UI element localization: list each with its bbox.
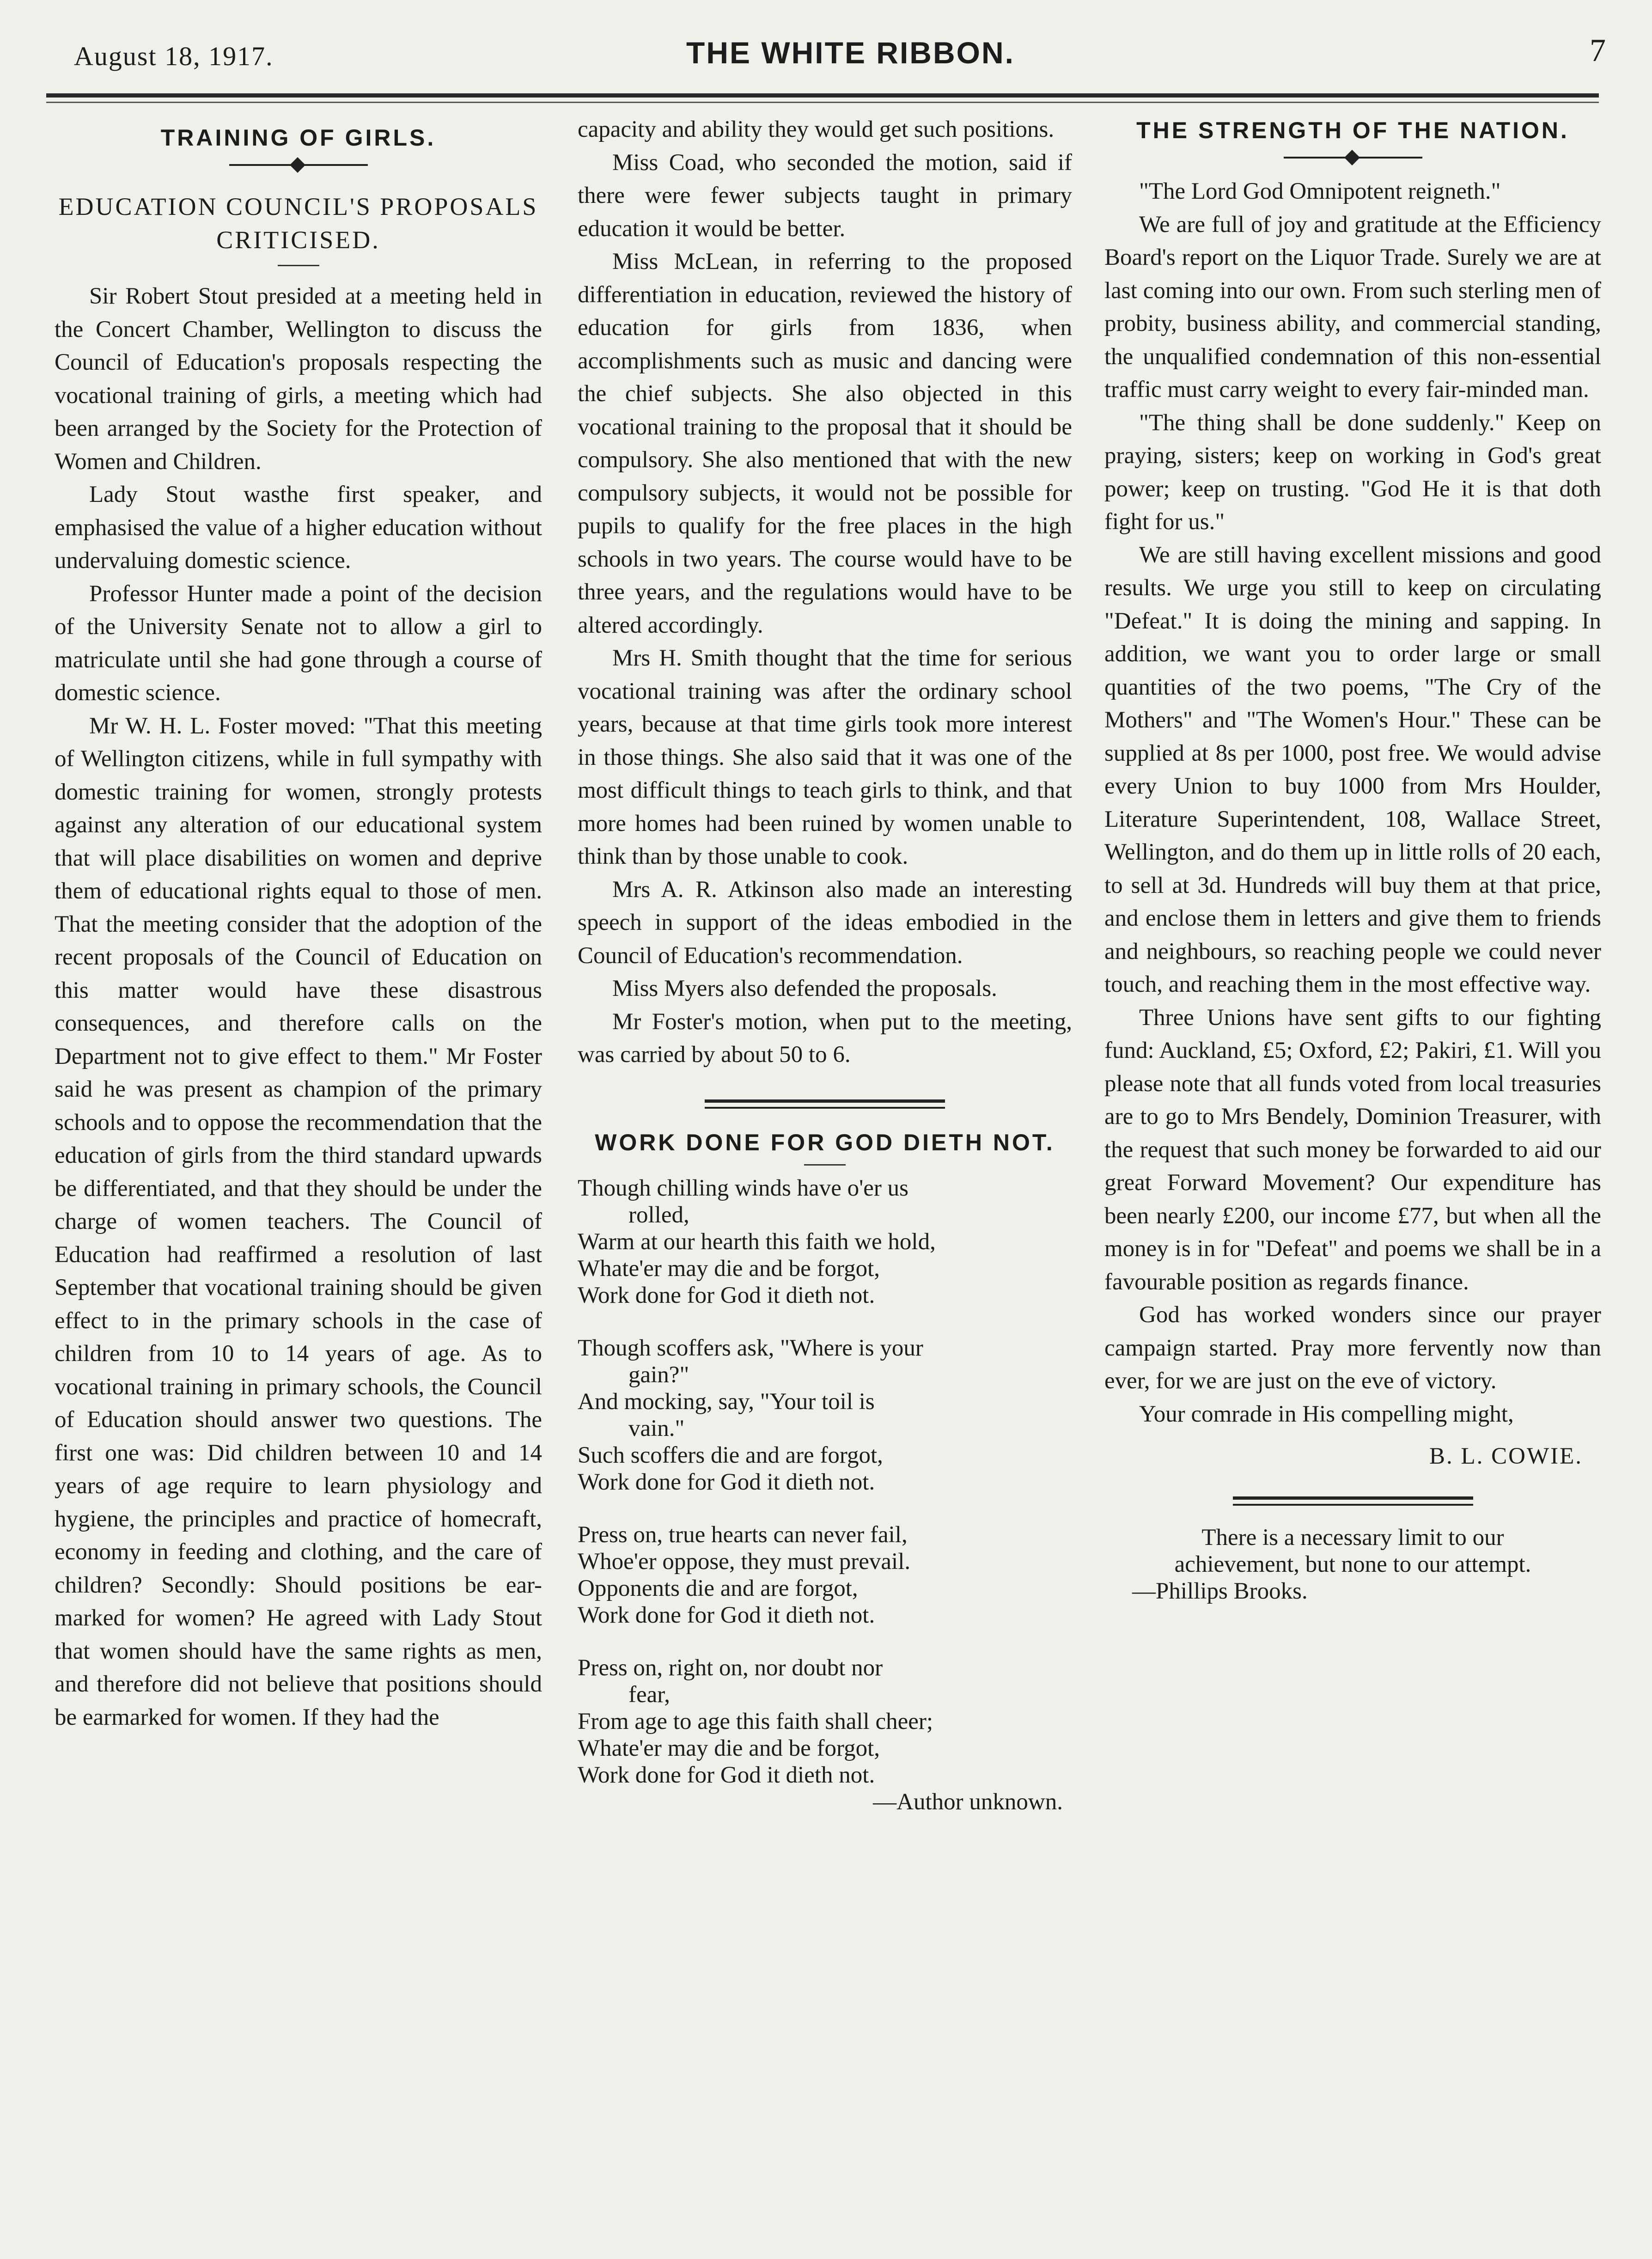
page-number: 7 [1590, 33, 1606, 68]
poem-line: Work done for God it dieth not. [578, 1282, 875, 1308]
poem-line: And mocking, say, "Your toil is [578, 1388, 875, 1415]
issue-date: August 18, 1917. [74, 41, 274, 71]
short-divider [278, 265, 319, 266]
poem-line: Such scoffers die and are forgot, [578, 1442, 883, 1468]
poem-line: Opponents die and are forgot, [578, 1575, 858, 1601]
paragraph: Your comrade in His compelling might, [1139, 1401, 1514, 1427]
paragraph: Lady Stout wasthe first speaker, and emphasised the value of a higher education without undervaluing domestic science. [55, 482, 542, 574]
ornament-rule [229, 156, 368, 174]
paragraph: Three Unions have sent gifts to our fighting fund: Auckland, £5; Oxford, £2; Pakiri, £1. Will you please note that all funds voted from local treasuries are to go to Mrs Bendely, Dominion Treasurer, with the request that such money be forwarded to aid our great Forward Movement? Our expenditure has been nearly £200, our income £77, but when all the money is in for "Defeat" and poems we shall be in a favourable position as regards finance. [1104, 1004, 1601, 1295]
paragraph: Miss Coad, who seconded the motion, said if there were fewer subjects taught in primary education it would be better. [578, 149, 1072, 242]
poem-line: Work done for God it dieth not. [578, 1602, 875, 1628]
poem-stanza [578, 1655, 1072, 1789]
poem [578, 1175, 1072, 1815]
column-strength-of-nation [1104, 113, 1601, 1605]
paragraph: capacity and ability they would get such positions. [578, 116, 1055, 142]
poem-line: Press on, true hearts can never fail, [578, 1521, 908, 1548]
paragraph: "The thing shall be done suddenly." Keep on praying, sisters; keep on working in God's great power; keep on trusting. "God He it is that doth fight for us." [1104, 409, 1601, 535]
poem-line: From age to age this faith shall cheer; [578, 1708, 933, 1734]
poem-line: Work done for God it dieth not. [578, 1469, 875, 1495]
paragraph: Mr Foster's motion, when put to the meeting, was carried by about 50 to 6. [578, 1008, 1072, 1068]
poem-line: Though scoffers ask, "Where is your [578, 1335, 923, 1361]
masthead-title: THE WHITE RIBBON. [686, 36, 1015, 70]
column-training-of-girls [55, 113, 542, 1734]
ornament-rule [1284, 148, 1422, 167]
poem-stanza [578, 1175, 1072, 1309]
paragraph: Professor Hunter made a point of the decision of the University Senate not to allow a girl to matriculate until she had gone through a course of domestic science. [55, 580, 542, 706]
poem-line: Whoe'er oppose, they must prevail. [578, 1548, 911, 1575]
page-header [0, 0, 1652, 106]
poem-stanza [578, 1335, 1072, 1496]
paragraph: We are full of joy and gratitude at the Efficiency Board's report on the Liquor Trade. Surely we are at last coming into our own. From such sterling men of probity, business ability, and commercial standing, the unqualified condemnation of this non-essential traffic must carry weight to every fair-minded man. [1104, 211, 1601, 403]
poem-line: vain." [628, 1415, 685, 1441]
paragraph: Sir Robert Stout presided at a meeting held in the Concert Chamber, Wellington to discuss the Council of Education's proposals respecting the vocational training of girls, a meeting which had been arranged by the Society for the Protection of Women and Children. [55, 283, 542, 475]
poem-line: fear, [628, 1681, 670, 1708]
header-rule [46, 93, 1599, 98]
paragraph: Miss McLean, in referring to the proposed differentiation in education, reviewed the history of education for girls from 1836, when accomplishments such as music and dancing were the chief subjects. She also objected in this vocational training to the proposal that it should be compulsory. She also mentioned that with the new compulsory subjects, it would not be possible for pupils to qualify for the free places in the high schools in two years. The course would have to be three years, and the regulations would have to be altered accordingly. [578, 249, 1072, 638]
poem-line: Whate'er may die and be forgot, [578, 1735, 880, 1761]
article-heading-training-of-girls: TRAINING OF GIRLS. [160, 125, 436, 151]
quote-attribution: —Phillips Brooks. [1132, 1578, 1308, 1604]
closing-quote [1104, 1524, 1601, 1605]
poem-line: rolled, [628, 1202, 689, 1228]
paragraph: Mr W. H. L. Foster moved: "That this meeting of Wellington citizens, while in full sympathy with domestic training for women, strongly protests against any alteration of our educational system that will place disabilities on women and deprive them of educational rights equal to those of men. That the meeting consider that the adoption of the recent proposals of the Council of Education on this matter would have these disastrous consequences, and therefore calls on the Department not to give effect to them." Mr Foster said he was present as champion of the primary schools and to oppose the recommendation that the education of girls from the third standard upwards be differentiated, and that they should be under the charge of women teachers. The Council of Education had reaffirmed a resolution of last September that vocational training should be given effect to in the primary schools in the case of children from 10 to 14 years of age. As to vocational training in primary schools, the Council of Education should answer two questions. The first one was: Did children between 10 and 14 years of age require to learn physiology and hygiene, the principles and practice of homecraft, economy in feeding and clothing, and the care of children? Secondly: Should positions be ear-marked for women? He agreed with Lady Stout that women should have the same rights as men, and therefore did not believe that positions should be earmarked for women. If they had the [55, 713, 542, 1730]
quote-line: achievement, but none to our attempt. [1174, 1551, 1531, 1577]
poem-line: Whate'er may die and be forgot, [578, 1255, 880, 1282]
poem-line: gain?" [628, 1362, 689, 1388]
column-middle [578, 113, 1072, 1815]
section-divider [1233, 1496, 1473, 1506]
paragraph: Miss Myers also defended the proposals. [612, 976, 997, 1001]
short-divider [804, 1164, 846, 1166]
header-rule-thin [46, 102, 1599, 103]
paragraph: Mrs H. Smith thought that the time for serious vocational training was after the ordinary school years, because at that time girls took more interest in those things. She also said that it was one of the most difficult things to teach girls to think, and that more homes had been ruined by women unable to think than by those unable to cook. [578, 645, 1072, 869]
poem-line: Work done for God it dieth not. [578, 1762, 875, 1788]
article-subheading: EDUCATION COUNCIL'S PROPOSALS CRITICISED. [58, 193, 538, 254]
poem-line: Warm at our hearth this faith we hold, [578, 1228, 936, 1255]
paragraph: God has worked wonders since our prayer campaign started. Pray more fervently now than ever, for we are just on the eve of victory. [1104, 1302, 1601, 1394]
poem-heading: WORK DONE FOR GOD DIETH NOT. [595, 1129, 1055, 1155]
signature: B. L. COWIE. [1429, 1443, 1583, 1469]
poem-line: Press on, right on, nor doubt nor [578, 1655, 883, 1681]
section-divider [705, 1099, 945, 1109]
paragraph: Mrs A. R. Atkinson also made an interesting speech in support of the ideas embodied in the Council of Education's recommendation. [578, 876, 1072, 969]
paragraph: "The Lord God Omnipotent reigneth." [1139, 178, 1501, 204]
article-heading-strength-of-nation: THE STRENGTH OF THE NATION. [1136, 117, 1569, 143]
paragraph: We are still having excellent missions and good results. We urge you still to keep on circulating "Defeat." It is doing the mining and sapping. In addition, we want you to order large or small quantities of the two poems, "The Cry of the Mothers" and "The Women's Hour." These can be supplied at 8s per 1000, post free. We would advise every Union to buy 1000 from Mrs Houlder, Literature Superintendent, 108, Wallace Street, Wellington, and do them up in little rolls of 20 each, to sell at 3d. Hundreds will buy them at that price, and enclose them in letters and give them to friends and neighbours, so reaching people we could never touch, and reaching them in the most effective way. [1104, 542, 1601, 997]
quote-line: There is a necessary limit to our [1201, 1524, 1504, 1551]
poem-stanza [578, 1521, 1072, 1629]
poem-line: Though chilling winds have o'er us [578, 1175, 908, 1201]
poem-author: —Author unknown. [873, 1789, 1063, 1815]
